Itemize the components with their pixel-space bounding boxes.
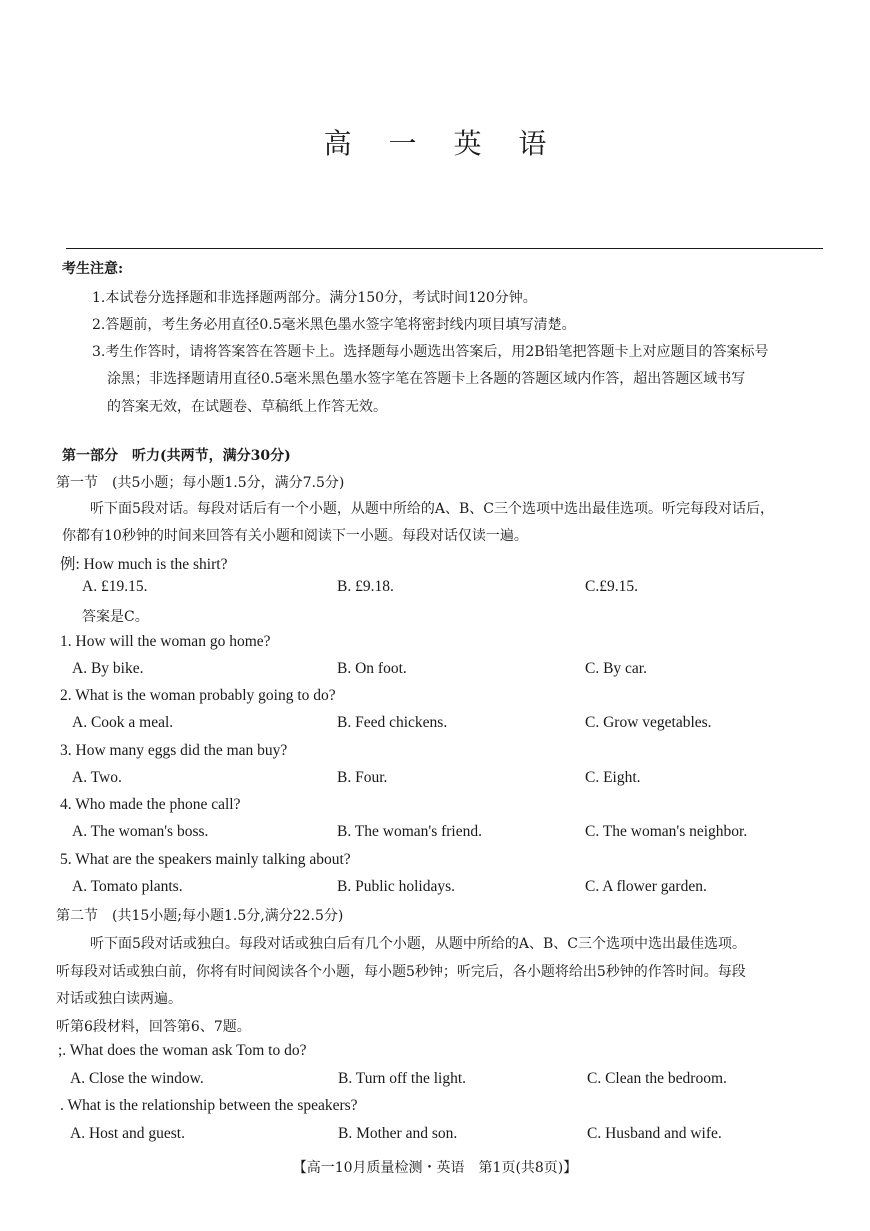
notice-item-1: 1.本试卷分选择题和非选择题两部分。满分150分，考试时间120分钟。 [92, 290, 537, 306]
notice-item-3: 3.考生作答时，请将答案答在答题卡上。选择题每小题选出答案后，用2B铅笔把答题卡上对应题目的答案标号 [92, 344, 769, 360]
section1-heading: 第一节 (共5小题；每小题1.5分，满分7.5分) [56, 475, 345, 491]
question-5: 5. What are the speakers mainly talking about? [60, 851, 351, 868]
section1-instructions-1: 听下面5段对话。每段对话后有一个小题，从题中所给的A、B、C三个选项中选出最佳选项。听完每段对话后， [90, 501, 775, 517]
q4-option-b: B. The woman's friend. [337, 823, 482, 840]
q3-option-b: B. Four. [337, 769, 388, 786]
q7-option-a: A. Host and guest. [70, 1125, 185, 1142]
q6-option-c: C. Clean the bedroom. [587, 1070, 727, 1087]
notice-item-2: 2.答题前，考生务必用直径0.5毫米黑色墨水签字笔将密封线内项目填写清楚。 [92, 317, 576, 333]
example-option-b: B. £9.18. [337, 578, 394, 595]
q7-option-b: B. Mother and son. [338, 1125, 458, 1142]
q6-option-b: B. Turn off the light. [338, 1070, 467, 1087]
material-6-note: 听第6段材料，回答第6、7题。 [56, 1019, 251, 1035]
example-option-c: C.£9.15. [585, 578, 638, 595]
example-answer: 答案是C。 [82, 609, 149, 625]
q4-option-a: A. The woman's boss. [72, 823, 209, 840]
q4-option-c: C. The woman's neighbor. [585, 823, 748, 840]
page-title: 高 一 英 语 [323, 127, 561, 160]
section2-instructions-1: 听下面5段对话或独白。每段对话或独白后有几个小题，从题中所给的A、B、C三个选项中选出最佳选项。 [90, 936, 747, 952]
question-7: . What is the relationship between the speakers? [60, 1097, 358, 1114]
page-footer: 【高一10月质量检测・英语 第1页(共8页)】 [292, 1160, 578, 1176]
header-divider [66, 248, 823, 249]
section2-instructions-3: 对话或独白读两遍。 [56, 991, 182, 1007]
section2-instructions-2: 听每段对话或独白前，你将有时间阅读各个小题，每小题5秒钟；听完后，各小题将给出5秒钟的作答时间。每段 [56, 964, 746, 980]
q1-option-a: A. By bike. [72, 660, 144, 677]
q5-option-b: B. Public holidays. [337, 878, 455, 895]
q1-option-c: C. By car. [585, 660, 647, 677]
q5-option-a: A. Tomato plants. [72, 878, 183, 895]
question-2: 2. What is the woman probably going to do? [60, 687, 336, 704]
question-4: 4. Who made the phone call? [60, 796, 241, 813]
question-3: 3. How many eggs did the man buy? [60, 742, 288, 759]
q6-option-a: A. Close the window. [70, 1070, 204, 1087]
q3-option-a: A. Two. [72, 769, 122, 786]
example-option-a: A. £19.15. [82, 578, 148, 595]
question-6: ;. What does the woman ask Tom to do? [58, 1042, 307, 1059]
example-question: 例: How much is the shirt? [60, 556, 228, 573]
question-1: 1. How will the woman go home? [60, 633, 271, 650]
q7-option-c: C. Husband and wife. [587, 1125, 722, 1142]
q5-option-c: C. A flower garden. [585, 878, 707, 895]
notice-item-3-cont-2: 的答案无效，在试题卷、草稿纸上作答无效。 [107, 399, 387, 415]
notice-heading: 考生注意: [62, 261, 124, 277]
part1-heading: 第一部分 听力(共两节，满分30分) [62, 448, 291, 464]
notice-item-3-cont-1: 涂黑；非选择题请用直径0.5毫米黑色墨水签字笔在答题卡上各题的答题区域内作答，超出答题区域书写 [107, 371, 746, 387]
q1-option-b: B. On foot. [337, 660, 407, 677]
q2-option-c: C. Grow vegetables. [585, 714, 712, 731]
q2-option-b: B. Feed chickens. [337, 714, 448, 731]
section1-instructions-2: 你都有10秒钟的时间来回答有关小题和阅读下一小题。每段对话仅读一遍。 [62, 528, 528, 544]
q2-option-a: A. Cook a meal. [72, 714, 174, 731]
q3-option-c: C. Eight. [585, 769, 641, 786]
section2-heading: 第二节 (共15小题;每小题1.5分,满分22.5分) [56, 908, 344, 924]
